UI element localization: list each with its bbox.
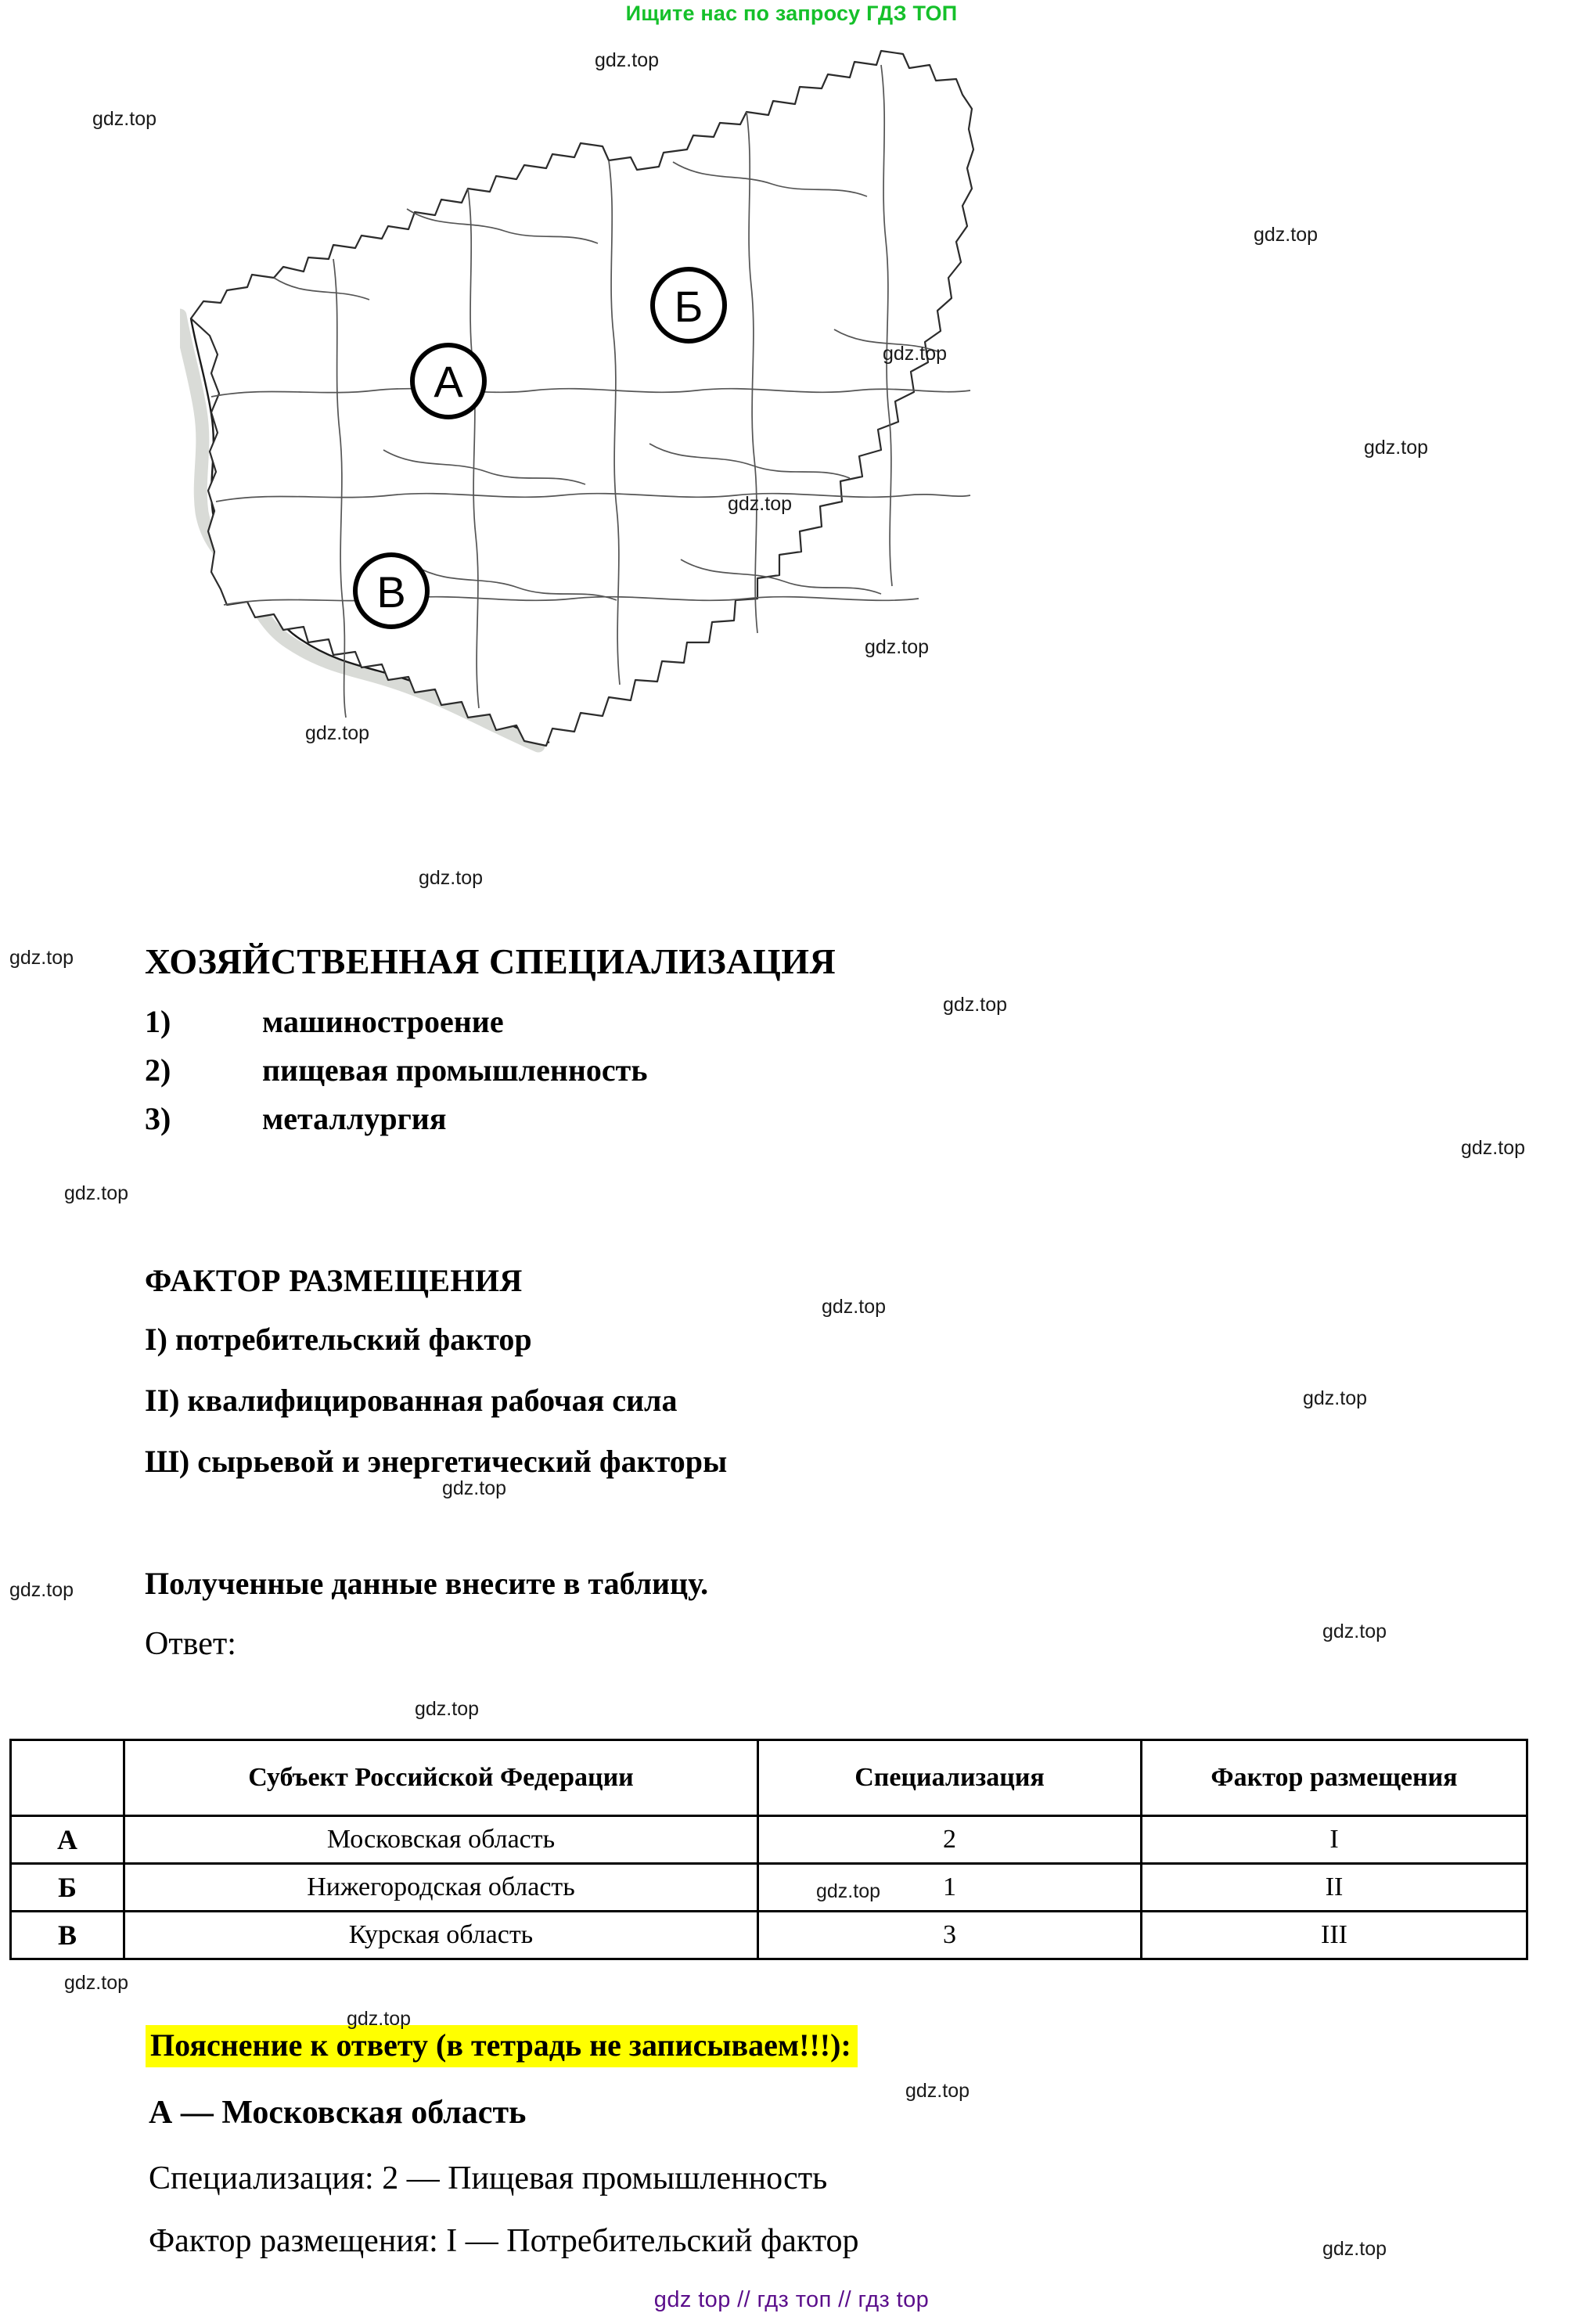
row-specialization: 3 bbox=[758, 1912, 1142, 1959]
contour-map bbox=[180, 43, 978, 771]
table-row bbox=[11, 1816, 1527, 1864]
list-item bbox=[145, 1003, 1006, 1052]
list-item bbox=[145, 1052, 1006, 1100]
watermark: gdz.top bbox=[64, 1972, 129, 1994]
watermark: gdz.top bbox=[728, 493, 793, 515]
promo-banner: Ищите нас по запросу ГДЗ ТОП bbox=[625, 2, 958, 25]
factor-list bbox=[145, 1321, 1084, 1504]
svg-text:Б: Б bbox=[674, 282, 703, 331]
row-subject: Московская область bbox=[124, 1816, 758, 1864]
specialization-item-label: машиностроение bbox=[262, 1004, 504, 1039]
watermark: gdz.top bbox=[1303, 1387, 1368, 1409]
watermark: gdz.top bbox=[305, 722, 370, 744]
watermark: gdz.top bbox=[442, 1477, 507, 1499]
watermark: gdz.top bbox=[415, 1698, 480, 1720]
specialization-list bbox=[145, 1003, 1006, 1149]
svg-text:А: А bbox=[434, 357, 463, 406]
list-item: I) потребительский фактор bbox=[145, 1322, 532, 1357]
watermark: gdz.top bbox=[1322, 2238, 1387, 2260]
explanation-highlight: Пояснение к ответу (в тетрадь не записываем!!!): bbox=[146, 2025, 858, 2067]
list-item: II) квалифицированная рабочая сила bbox=[145, 1383, 678, 1418]
watermark: gdz.top bbox=[816, 1880, 881, 1902]
watermark: gdz.top bbox=[419, 867, 484, 889]
row-factor: III bbox=[1142, 1912, 1527, 1959]
row-key: А bbox=[11, 1816, 124, 1864]
explanation-specialization: Специализация: 2 — Пищевая промышленность bbox=[149, 2160, 828, 2196]
watermark: gdz.top bbox=[1461, 1137, 1526, 1159]
instruction-text: Полученные данные внесите в таблицу. bbox=[145, 1566, 709, 1601]
watermark: gdz.top bbox=[1364, 437, 1429, 459]
watermark: gdz.top bbox=[1322, 1621, 1387, 1642]
specialization-item-number: 1) bbox=[145, 1004, 171, 1039]
specialization-item-number: 3) bbox=[145, 1101, 171, 1136]
watermark: gdz.top bbox=[92, 108, 157, 130]
column-header-key bbox=[11, 1740, 124, 1816]
row-subject: Курская область bbox=[124, 1912, 758, 1959]
specialization-item-number: 2) bbox=[145, 1052, 171, 1088]
site-footer: gdz top // гдз топ // гдз top bbox=[653, 2287, 930, 2312]
watermark: gdz.top bbox=[64, 1182, 129, 1204]
column-header-spec: Специализация bbox=[758, 1740, 1142, 1816]
specialization-item-label: пищевая промышленность bbox=[262, 1052, 648, 1088]
result-table bbox=[9, 1739, 1528, 1960]
row-key: Б bbox=[11, 1864, 124, 1912]
list-item: Ш) сырьевой и энергетический факторы bbox=[145, 1444, 728, 1479]
answer-label: Ответ: bbox=[145, 1626, 236, 1662]
watermark: gdz.top bbox=[883, 343, 948, 365]
row-subject: Нижегородская область bbox=[124, 1864, 758, 1912]
watermark: gdz.top bbox=[9, 947, 74, 969]
row-specialization: 2 bbox=[758, 1816, 1142, 1864]
row-factor: II bbox=[1142, 1864, 1527, 1912]
row-specialization: 1 bbox=[758, 1864, 1142, 1912]
watermark: gdz.top bbox=[595, 49, 660, 71]
list-item bbox=[145, 1100, 1006, 1149]
row-key: В bbox=[11, 1912, 124, 1959]
table-row bbox=[11, 1864, 1527, 1912]
watermark: gdz.top bbox=[347, 2008, 412, 2030]
specialization-item-label: металлургия bbox=[262, 1101, 447, 1136]
watermark: gdz.top bbox=[905, 2080, 970, 2102]
factor-heading: ФАКТОР РАЗМЕЩЕНИЯ bbox=[145, 1263, 523, 1298]
watermark: gdz.top bbox=[9, 1579, 74, 1601]
table-row bbox=[11, 1912, 1527, 1959]
explanation-factor: Фактор размещения: I — Потребительский фактор bbox=[149, 2223, 859, 2259]
svg-text:В: В bbox=[376, 567, 406, 617]
row-factor: I bbox=[1142, 1816, 1527, 1864]
column-header-subject: Субъект Российской Федерации bbox=[124, 1740, 758, 1816]
watermark: gdz.top bbox=[865, 636, 930, 658]
watermark: gdz.top bbox=[822, 1296, 887, 1318]
table-header-row bbox=[11, 1740, 1527, 1816]
watermark: gdz.top bbox=[943, 994, 1008, 1016]
watermark: gdz.top bbox=[1254, 224, 1319, 246]
column-header-factor: Фактор размещения bbox=[1142, 1740, 1527, 1816]
explanation-subject: А — Московская область bbox=[149, 2095, 527, 2131]
specialization-heading: ХОЗЯЙСТВЕННАЯ СПЕЦИАЛИЗАЦИЯ bbox=[145, 941, 836, 981]
